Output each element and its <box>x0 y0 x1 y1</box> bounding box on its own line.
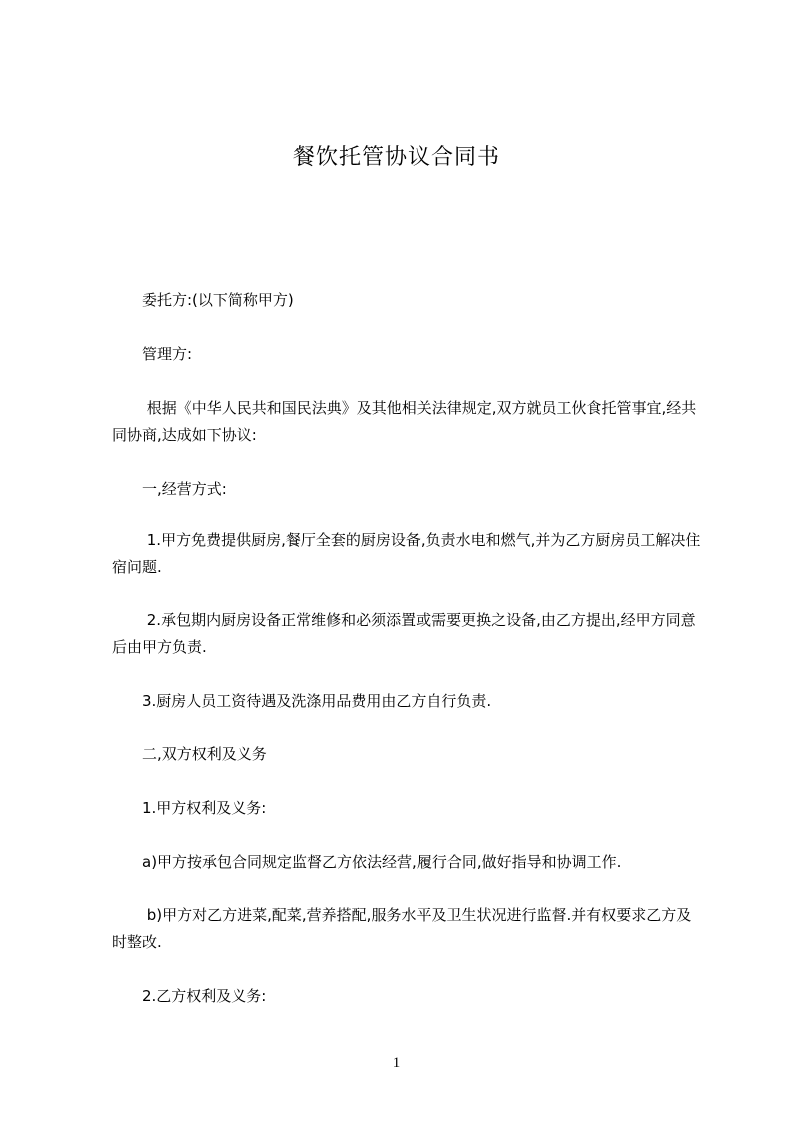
paragraph-manager: 管理方: <box>112 345 193 363</box>
clause-1-1: 1.甲方免费提供厨房,餐厅全套的厨房设备,负责水电和燃气,并为乙方厨房员工解决住宿问题. <box>112 531 701 576</box>
paragraph-client: 委托方:(以下简称甲方) <box>112 291 294 309</box>
page-number: 1 <box>392 1055 401 1071</box>
clause-2-2: 2.乙方权利及义务: <box>112 987 267 1005</box>
clause-1-2: 2.承包期内厨房设备正常维修和必须添置或需要更换之设备,由乙方提出,经甲方同意后由甲方负责. <box>112 611 696 656</box>
paragraph-preamble: 根据《中华人民共和国民法典》及其他相关法律规定,双方就员工伙食托管事宜,经共同协商,达成如下协议: <box>112 399 697 444</box>
clause-2-1-b: b)甲方对乙方进菜,配菜,营养搭配,服务水平及卫生状况进行监督.并有权要求乙方及时整改. <box>112 906 692 951</box>
section-heading-operation: 一,经营方式: <box>112 480 227 498</box>
document-title: 餐饮托管协议合同书 <box>292 145 500 170</box>
clause-1-3: 3.厨房人员工资待遇及洗涤用品费用由乙方自行负责. <box>112 692 492 710</box>
clause-2-1-a: a)甲方按承包合同规定监督乙方依法经营,履行合同,做好指导和协调工作. <box>112 853 622 871</box>
section-heading-rights: 二,双方权利及义务 <box>112 745 267 763</box>
clause-2-1: 1.甲方权利及义务: <box>112 799 267 817</box>
